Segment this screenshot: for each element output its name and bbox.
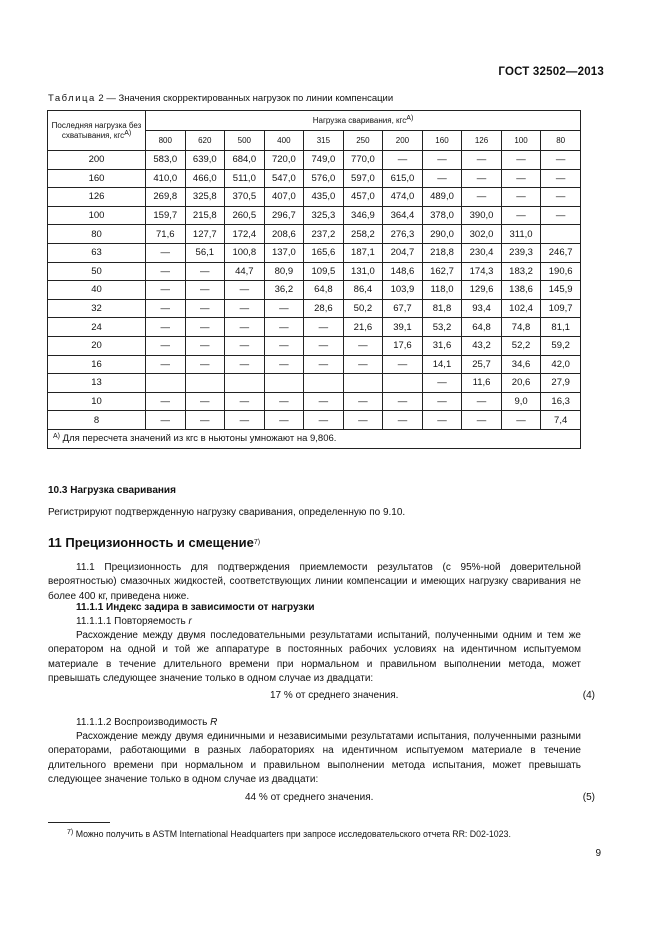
table-cell: — xyxy=(304,336,344,355)
table-cell: — xyxy=(146,281,186,300)
table-row xyxy=(48,225,581,244)
table-cell xyxy=(304,374,344,393)
table-cell: — xyxy=(462,392,502,411)
table-cell: 218,8 xyxy=(422,243,462,262)
table-caption-label: Таблица xyxy=(48,93,96,104)
table-cell: 276,3 xyxy=(383,225,423,244)
table-cell: — xyxy=(146,318,186,337)
table-cell: — xyxy=(422,392,462,411)
column-header: 400 xyxy=(264,131,304,151)
table-cell: 148,6 xyxy=(383,262,423,281)
table-cell: — xyxy=(264,336,304,355)
table-cell: — xyxy=(462,151,502,170)
table-cell: — xyxy=(304,318,344,337)
table-cell: 28,6 xyxy=(304,299,344,318)
row-load-cell: 20 xyxy=(48,336,146,355)
table-cell: — xyxy=(462,188,502,207)
table-cell: — xyxy=(185,262,225,281)
section-11-heading: 11 Прецизионность и смещение$^{7)}$ xyxy=(48,535,261,550)
table-cell: 64,8 xyxy=(304,281,344,300)
table-cell: 583,0 xyxy=(146,151,186,170)
table-cell: — xyxy=(501,151,541,170)
table-cell: 290,0 xyxy=(422,225,462,244)
table-cell: 466,0 xyxy=(185,169,225,188)
table-row xyxy=(48,206,581,225)
table-cell xyxy=(146,374,186,393)
table-cell: — xyxy=(422,411,462,430)
table-cell: 103,9 xyxy=(383,281,423,300)
reproducibility-text: Расхождение между двумя единичными и независимыми результатами испытания, полученными разными операторами, работающими в разных лабораториях на идентичном испытуемом материале в течение длительного времени при нормальном и правильном выполнении метода испытания, может превышать следующее значение только в одном случае из двадцати: xyxy=(48,731,581,785)
table-cell: 172,4 xyxy=(225,225,265,244)
table-cell: 684,0 xyxy=(225,151,265,170)
table-row xyxy=(48,281,581,300)
table-cell: 44,7 xyxy=(225,262,265,281)
table-cell: 325,3 xyxy=(304,206,344,225)
table-cell: 43,2 xyxy=(462,336,502,355)
table-cell: 597,0 xyxy=(343,169,383,188)
table-cell: 129,6 xyxy=(462,281,502,300)
table-cell: — xyxy=(501,206,541,225)
table-cell: 159,7 xyxy=(146,206,186,225)
table-cell: 109,7 xyxy=(541,299,581,318)
table-cell: 165,6 xyxy=(304,243,344,262)
table-cell: — xyxy=(185,299,225,318)
row-load-cell: 63 xyxy=(48,243,146,262)
table-cell: 208,6 xyxy=(264,225,304,244)
table-cell: 131,0 xyxy=(343,262,383,281)
column-header: 80 xyxy=(541,131,581,151)
table-cell: 31,6 xyxy=(422,336,462,355)
table-cell: 246,7 xyxy=(541,243,581,262)
table-row xyxy=(48,355,581,374)
table-caption xyxy=(48,93,393,104)
table-row xyxy=(48,151,581,170)
column-header: 200 xyxy=(383,131,423,151)
table-cell: — xyxy=(304,355,344,374)
table-row xyxy=(48,169,581,188)
repeatability-text: Расхождение между двумя последовательными результатами испытаний, полученными одним и тем же оператором на одной и той же аппаратуре в постоянных рабочих условиях на идентичном испытуемом материале в течение длительного времени при нормальном и правильном выполнении метода, может превышать следующее значение только в одном случае из двадцати: xyxy=(48,630,581,684)
table-cell: — xyxy=(146,392,186,411)
table-cell: 20,6 xyxy=(501,374,541,393)
table-cell: 435,0 xyxy=(304,188,344,207)
table-cell: — xyxy=(185,281,225,300)
table-cell: — xyxy=(422,374,462,393)
table-cell: — xyxy=(225,318,265,337)
table-cell: 378,0 xyxy=(422,206,462,225)
table-cell: — xyxy=(225,392,265,411)
table-cell: — xyxy=(264,411,304,430)
table-cell: 639,0 xyxy=(185,151,225,170)
table-row xyxy=(48,374,581,393)
table-cell: — xyxy=(225,355,265,374)
table-cell: 390,0 xyxy=(462,206,502,225)
table-cell: — xyxy=(146,336,186,355)
table-cell: — xyxy=(225,411,265,430)
table-cell: 53,2 xyxy=(422,318,462,337)
table-cell: 457,0 xyxy=(343,188,383,207)
formula-5-number: (5) xyxy=(582,792,595,803)
column-header: 160 xyxy=(422,131,462,151)
table-cell: 162,7 xyxy=(422,262,462,281)
table-cell: 230,4 xyxy=(462,243,502,262)
table-cell: — xyxy=(225,299,265,318)
table-cell: — xyxy=(185,392,225,411)
table-cell: 11,6 xyxy=(462,374,502,393)
table-cell xyxy=(225,374,265,393)
table-row xyxy=(48,262,581,281)
column-header: 500 xyxy=(225,131,265,151)
row-load-cell: 50 xyxy=(48,262,146,281)
table-cell: 407,0 xyxy=(264,188,304,207)
table-cell: — xyxy=(304,392,344,411)
table-caption-number: 2 xyxy=(98,93,104,104)
table-cell: 50,2 xyxy=(343,299,383,318)
table-cell: 720,0 xyxy=(264,151,304,170)
table-cell: 118,0 xyxy=(422,281,462,300)
section-11-1-1-heading: 11.1.1 Индекс задира в зависимости от нагрузки xyxy=(76,602,315,613)
table-cell: 346,9 xyxy=(343,206,383,225)
table-cell: — xyxy=(146,262,186,281)
table-cell: 137,0 xyxy=(264,243,304,262)
table-cell: 127,7 xyxy=(185,225,225,244)
table-cell: 474,0 xyxy=(383,188,423,207)
table-cell: — xyxy=(383,392,423,411)
table-cell: 615,0 xyxy=(383,169,423,188)
row-load-cell: 80 xyxy=(48,225,146,244)
table-cell: — xyxy=(146,243,186,262)
table-cell: 14,1 xyxy=(422,355,462,374)
table-cell: 102,4 xyxy=(501,299,541,318)
table-cell xyxy=(383,374,423,393)
section-10-3-heading: 10.3 Нагрузка сваривания xyxy=(48,485,176,496)
table-row xyxy=(48,188,581,207)
row-load-cell: 100 xyxy=(48,206,146,225)
table-cell: — xyxy=(225,336,265,355)
table-cell xyxy=(185,374,225,393)
table-caption-text: — Значения скорректированных нагрузок по линии компенсации xyxy=(106,93,394,104)
row-load-cell: 16 xyxy=(48,355,146,374)
table-cell: 109,5 xyxy=(304,262,344,281)
table-cell: 25,7 xyxy=(462,355,502,374)
document-code: ГОСТ 32502—2013 xyxy=(498,66,604,78)
column-header: 315 xyxy=(304,131,344,151)
table-cell: — xyxy=(264,299,304,318)
table-cell: 80,9 xyxy=(264,262,304,281)
table-cell: — xyxy=(541,206,581,225)
table-cell: 36,2 xyxy=(264,281,304,300)
table-cell: 269,8 xyxy=(146,188,186,207)
table-cell: 364,4 xyxy=(383,206,423,225)
row-load-cell: 160 xyxy=(48,169,146,188)
column-header: 126 xyxy=(462,131,502,151)
table-cell: — xyxy=(343,392,383,411)
table-cell: 547,0 xyxy=(264,169,304,188)
table-cell: 511,0 xyxy=(225,169,265,188)
table-cell: — xyxy=(383,355,423,374)
table-cell: 21,6 xyxy=(343,318,383,337)
table-cell: — xyxy=(304,411,344,430)
table-cell: — xyxy=(146,355,186,374)
table-cell: 64,8 xyxy=(462,318,502,337)
table-cell: 42,0 xyxy=(541,355,581,374)
table-cell: 7,4 xyxy=(541,411,581,430)
table-cell: 410,0 xyxy=(146,169,186,188)
column-header: 250 xyxy=(343,131,383,151)
table-row xyxy=(48,411,581,430)
table-body xyxy=(48,151,581,430)
table-cell: — xyxy=(462,169,502,188)
table-cell: 311,0 xyxy=(501,225,541,244)
formula-4: 17 % от среднего значения. xyxy=(270,690,399,701)
table-cell: 71,6 xyxy=(146,225,186,244)
column-header: 100 xyxy=(501,131,541,151)
table-cell: — xyxy=(264,355,304,374)
table-cell: 489,0 xyxy=(422,188,462,207)
row-load-cell: 8 xyxy=(48,411,146,430)
table-cell: 296,7 xyxy=(264,206,304,225)
row-load-cell: 13 xyxy=(48,374,146,393)
table-cell: — xyxy=(225,281,265,300)
table-cell: 215,8 xyxy=(185,206,225,225)
formula-5: 44 % от среднего значения. xyxy=(245,792,374,803)
column-header: 620 xyxy=(185,131,225,151)
table-cell: — xyxy=(185,318,225,337)
table-cell: 81,8 xyxy=(422,299,462,318)
table-cell: — xyxy=(343,336,383,355)
table-row xyxy=(48,243,581,262)
table-cell: 183,2 xyxy=(501,262,541,281)
table-cell: — xyxy=(422,151,462,170)
table-cell: 770,0 xyxy=(343,151,383,170)
table-cell: 59,2 xyxy=(541,336,581,355)
top-column-header: Нагрузка сваривания, кгс$^{А)}$ xyxy=(146,111,581,131)
table-cell: 52,2 xyxy=(501,336,541,355)
table-cell: — xyxy=(541,169,581,188)
table-cell: — xyxy=(541,188,581,207)
column-header: 800 xyxy=(146,131,186,151)
table-cell: 86,4 xyxy=(343,281,383,300)
table-cell: — xyxy=(185,355,225,374)
table-cell: — xyxy=(146,299,186,318)
table-cell xyxy=(264,374,304,393)
table-cell: — xyxy=(501,169,541,188)
table-cell: 239,3 xyxy=(501,243,541,262)
table-cell: 39,1 xyxy=(383,318,423,337)
table-cell: — xyxy=(501,411,541,430)
table-cell xyxy=(343,374,383,393)
table-cell: 67,7 xyxy=(383,299,423,318)
table-cell: 34,6 xyxy=(501,355,541,374)
table-cell: 27,9 xyxy=(541,374,581,393)
table-cell: — xyxy=(541,151,581,170)
table-cell: 9,0 xyxy=(501,392,541,411)
table-row xyxy=(48,299,581,318)
table-cell: — xyxy=(501,188,541,207)
table-row xyxy=(48,336,581,355)
row-load-cell: 10 xyxy=(48,392,146,411)
table-cell: — xyxy=(422,169,462,188)
table-cell: — xyxy=(185,411,225,430)
table-cell: 93,4 xyxy=(462,299,502,318)
table-cell: 237,2 xyxy=(304,225,344,244)
section-10-3-text: Регистрируют подтвержденную нагрузку сваривания, определенную по 9.10. xyxy=(48,507,406,518)
table-cell: 74,8 xyxy=(501,318,541,337)
section-11-1-text: 11.1 Прецизионность для подтверждения приемлемости результатов (с 95%-ной доверительной вероятностью) смазочных жидкостей, соответствующих линии компенсации и имеющих нагрузку сваривания не более 400 кг, приведена ниже. xyxy=(48,562,581,602)
row-load-cell: 200 xyxy=(48,151,146,170)
table-cell: — xyxy=(264,392,304,411)
table-cell: 187,1 xyxy=(343,243,383,262)
table-cell: 16,3 xyxy=(541,392,581,411)
table-cell: 17,6 xyxy=(383,336,423,355)
repeatability-heading: 11.1.1.1 Повторяемость r xyxy=(76,616,192,627)
table-cell: — xyxy=(264,318,304,337)
reproducibility-heading: 11.1.1.2 Воспроизводимость R xyxy=(76,717,218,728)
left-column-header: Последняя нагрузка без схватывания, кгс$^{А)}$ xyxy=(48,111,146,151)
table-cell: — xyxy=(383,151,423,170)
table-cell: 190,6 xyxy=(541,262,581,281)
table-cell: 204,7 xyxy=(383,243,423,262)
table-cell: 260,5 xyxy=(225,206,265,225)
table-cell: 576,0 xyxy=(304,169,344,188)
table-cell: — xyxy=(462,411,502,430)
row-load-cell: 32 xyxy=(48,299,146,318)
table-row xyxy=(48,392,581,411)
table-cell: 174,3 xyxy=(462,262,502,281)
table-cell: — xyxy=(146,411,186,430)
table-cell: — xyxy=(185,336,225,355)
table-cell: — xyxy=(343,411,383,430)
table-cell: 302,0 xyxy=(462,225,502,244)
row-load-cell: 126 xyxy=(48,188,146,207)
table-cell: 145,9 xyxy=(541,281,581,300)
table-row xyxy=(48,318,581,337)
table-note: $^{А)}$ Для пересчета значений из кгс в ньютоны умножают на 9,806. xyxy=(48,429,581,448)
corrected-loads-table xyxy=(47,110,581,449)
table-cell: 100,8 xyxy=(225,243,265,262)
table-cell: 325,8 xyxy=(185,188,225,207)
table-cell: 56,1 xyxy=(185,243,225,262)
table-cell: — xyxy=(343,355,383,374)
table-cell: — xyxy=(383,411,423,430)
table-cell: 258,2 xyxy=(343,225,383,244)
footnote-separator xyxy=(48,822,110,823)
table-cell: 138,6 xyxy=(501,281,541,300)
row-load-cell: 24 xyxy=(48,318,146,337)
formula-4-number: (4) xyxy=(582,690,595,701)
table-cell: 81,1 xyxy=(541,318,581,337)
page-number: 9 xyxy=(595,848,601,859)
table-cell: 749,0 xyxy=(304,151,344,170)
row-load-cell: 40 xyxy=(48,281,146,300)
table-cell: 370,5 xyxy=(225,188,265,207)
table-cell xyxy=(541,225,581,244)
footnote: $^{7)}$ Можно получить в ASTM International Headquarters при запросе исследовательского отчета RR: D02-1023. xyxy=(67,829,511,839)
